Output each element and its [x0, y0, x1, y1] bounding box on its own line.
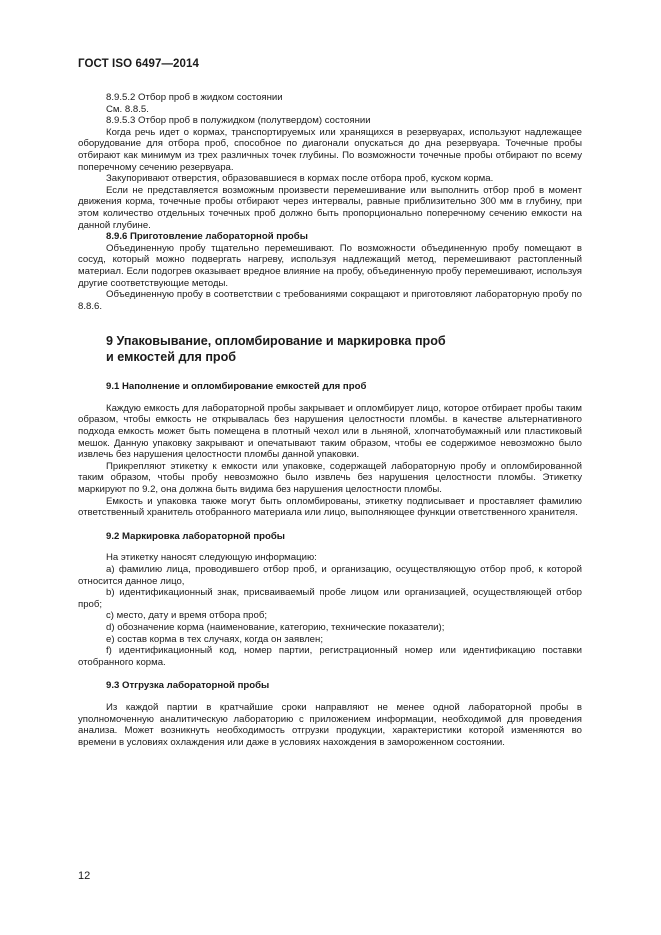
paragraph-combined-sample: Объединенную пробу тщательно перемешивают. По возможности объединенную пробу помещают в сосуд, который можно подвергать нагреву, используя надлежащий метод, перемешивают растопленный материал. Если подогрев оказывает вредное влияние на пробу, объединенную пробу перемешивают, используя другие соответствующие методы. — [78, 242, 582, 289]
subclause-8952-title: 8.9.5.2 Отбор проб в жидком состоянии — [106, 92, 283, 103]
list-item-92-d: d) обозначение корма (наименование, категорию, технические показатели); — [106, 621, 445, 633]
list-item-92-c: c) место, дату и время отбора проб; — [106, 610, 267, 622]
subclause-8953-title: 8.9.5.3 Отбор проб в полужидком (полутвердом) состоянии — [106, 115, 371, 127]
page-body — [78, 92, 582, 748]
paragraph-mixing: Если не представляется возможным произвести перемешивание или выполнить отбор проб в момент движения корма, точечные пробы отбирают через интервалы, равные приблизительно 300 мм в глубину, при этом количество отдельных точечных проб должно быть пропорционально поперечному сечению емкости на данной глубине. — [78, 184, 582, 231]
paragraph-tank-feed: Когда речь идет о кормах, транспортируемых или хранящихся в резервуарах, используют надлежащее оборудование для отбора проб, способное по диагонали опускаться до дна резервуара. Точечные пробы отбирают как минимум из трех различных точек глубины. По возможности точечные пробы отбирают по всему поперечному сечению резервуара. — [78, 126, 582, 173]
cross-reference: См. 8.8.5. — [106, 103, 149, 115]
paragraph-reduce-sample: Объединенную пробу в соответствии с требованиями сокращают и приготовляют лабораторную пробу по 8.8.6. — [78, 289, 582, 312]
paragraph-91-custodian: Емкость и упаковка также могут быть опломбированы, этикетку подписывает и проставляет фамилию ответственный хранитель отобранного материала или лицо, выполняющее функции ответственного хранителя. — [78, 495, 582, 519]
subclause-91-heading: 9.1 Наполнение и опломбирование емкостей для проб — [106, 381, 367, 393]
paragraph-close-holes: Закупоривают отверстия, образовавшиеся в кормах после отбора проб, куском корма. — [106, 173, 494, 185]
list-item-92-b: b) идентификационный знак, присваиваемый пробе лицом или организацией, осуществляющей отбор проб; — [78, 587, 582, 610]
document-header: ГОСТ ISO 6497—2014 — [78, 58, 200, 70]
paragraph-91-label: Прикрепляют этикетку к емкости или упаковке, содержащей лабораторную пробу и опломбированной таким образом, чтобы пробу невозможно было извлечь без нарушения целостности пломбы. Этикетку маркируют по 9.2, она должна быть видима без нарушения целостности пломбы. — [78, 460, 582, 496]
subclause-896-heading: 8.9.6 Приготовление лабораторной пробы — [106, 231, 308, 243]
paragraph-91-seal: Каждую емкость для лабораторной пробы закрывает и опломбирует лицо, которое отбирает пробы таким образом, чтобы емкость не открывалась без нарушения целостности пломбы. в качестве альтернативного подхода емкость может быть помещена в плотный чехол или в льняной, хлопчатобумажный или пластиковый мешок. Данную упаковку закрывают и опечатывают таким образом, чтобы ее содержимое невозможно было извлечь без нарушения целостности пломбы данной упаковки. — [78, 402, 582, 461]
paragraph-92-intro: На этикетку наносят следующую информацию: — [106, 552, 317, 564]
section-9-title-line2: и емкостей для проб — [106, 349, 237, 364]
section-9-title-line1: 9 Упаковывание, опломбирование и маркировка проб — [106, 334, 446, 349]
paragraph-93-shipping: Из каждой партии в кратчайшие сроки направляют не менее одной лабораторной пробы в уполномоченную аналитическую лабораторию с приложением информации, необходимой для проведения анализа. Может возникнуть необходимость отгрузки продукции, характеристики которой изменяются во времени в условиях охлаждения или даже в условиях нахождения в замороженном состоянии. — [78, 701, 582, 748]
list-item-92-a: a) фамилию лица, проводившего отбор проб, и организацию, осуществляющую отбор проб, к которой относится данное лицо, — [78, 564, 582, 587]
subclause-92-heading: 9.2 Маркировка лабораторной пробы — [106, 530, 285, 542]
subclause-93-heading: 9.3 Отгрузка лабораторной пробы — [106, 680, 270, 692]
page-number: 12 — [78, 870, 91, 882]
list-item-92-f: f) идентификационный код, номер партии, регистрационный номер или идентификацию поставки отобранного корма. — [78, 645, 582, 668]
list-item-92-e: e) состав корма в тех случаях, когда он заявлен; — [106, 633, 323, 645]
